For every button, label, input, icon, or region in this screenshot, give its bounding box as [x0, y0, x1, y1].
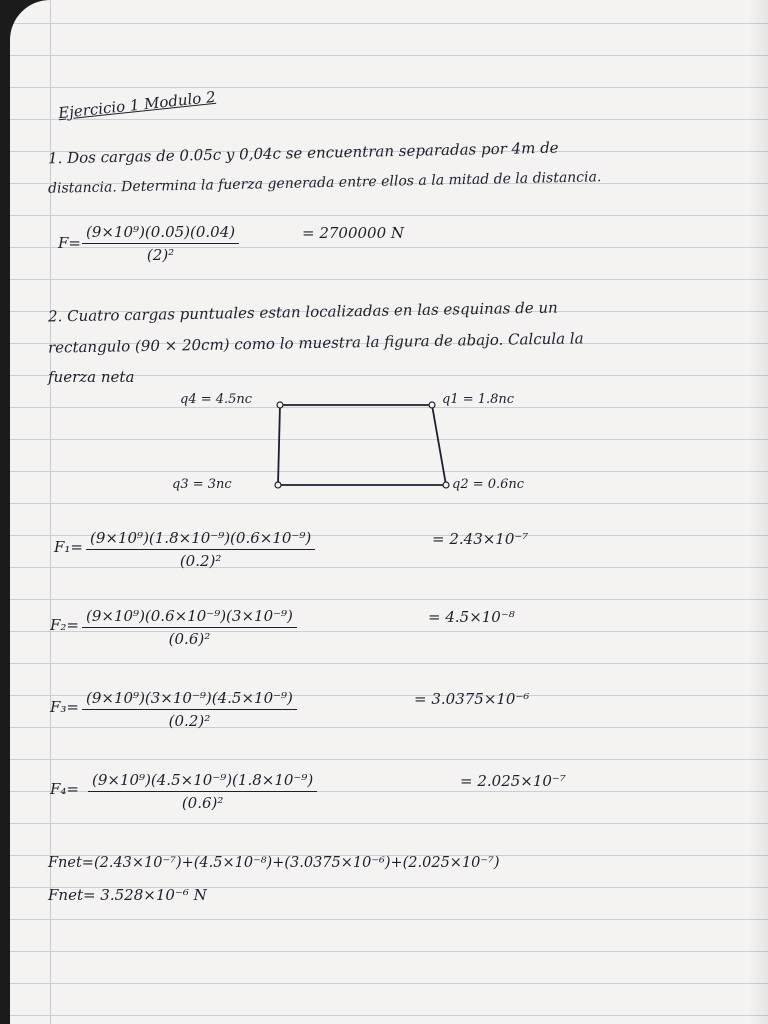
f1-lhs: F₁=	[54, 538, 83, 556]
f4-fraction	[88, 770, 317, 812]
f4-numerator: (9×10⁹)(4.5×10⁻⁹)(1.8×10⁻⁹)	[88, 771, 317, 792]
problem2-line2: rectangulo (90 × 20cm) como lo muestra la figura de abajo. Calcula la	[47, 329, 584, 357]
problem1-numerator: (9×10⁹)(0.05)(0.04)	[82, 223, 239, 244]
charges-rectangle-figure	[260, 395, 460, 500]
page-heading: Ejercicio 1 Modulo 2	[57, 87, 217, 123]
charge-point-q2	[443, 482, 449, 488]
charge-label-q1: q1 = 1.8nc	[442, 392, 515, 407]
f2-denominator: (0.6)²	[168, 630, 211, 648]
charge-point-q1	[429, 402, 435, 408]
f3-result: = 3.0375×10⁻⁶	[414, 690, 530, 708]
charge-label-q4: q4 = 4.5nc	[180, 392, 253, 407]
notebook-page	[10, 0, 768, 1024]
problem1-result: = 2700000 N	[302, 224, 405, 242]
f4-lhs: F₄=	[50, 780, 79, 798]
f3-fraction	[82, 688, 297, 730]
problem1-lhs: F=	[58, 234, 81, 252]
problem2-line1: 2. Cuatro cargas puntuales estan localizadas en las esquinas de un	[47, 298, 558, 326]
charge-label-q3: q3 = 3nc	[172, 477, 232, 492]
f1-result: = 2.43×10⁻⁷	[432, 530, 529, 548]
fnet-sum: Fnet=(2.43×10⁻⁷)+(4.5×10⁻⁸)+(3.0375×10⁻⁶)+(2.025×10⁻⁷)	[48, 855, 500, 871]
problem1-line1: 1. Dos cargas de 0.05c y 0,04c se encuentran separadas por 4m de	[47, 138, 559, 168]
problem2-line3: fuerza neta	[48, 368, 135, 386]
f1-numerator: (9×10⁹)(1.8×10⁻⁹)(0.6×10⁻⁹)	[86, 529, 315, 550]
f3-numerator: (9×10⁹)(3×10⁻⁹)(4.5×10⁻⁹)	[82, 689, 297, 710]
problem1-fraction	[82, 222, 239, 264]
f3-denominator: (0.2)²	[168, 712, 211, 730]
f1-denominator: (0.2)²	[179, 552, 222, 570]
f2-result: = 4.5×10⁻⁸	[428, 608, 515, 626]
f1-fraction	[86, 528, 315, 570]
f2-numerator: (9×10⁹)(0.6×10⁻⁹)(3×10⁻⁹)	[82, 607, 297, 628]
problem1-line2: distancia. Determina la fuerza generada entre ellos a la mitad de la distancia.	[47, 169, 602, 197]
f4-result: = 2.025×10⁻⁷	[460, 772, 566, 790]
f2-lhs: F₂=	[50, 616, 79, 634]
problem1-denominator: (2)²	[146, 246, 175, 264]
f4-denominator: (0.6)²	[181, 794, 224, 812]
fnet-result: Fnet= 3.528×10⁻⁶ N	[48, 886, 207, 904]
page-edge-shadow	[748, 0, 768, 1024]
f3-lhs: F₃=	[50, 698, 79, 716]
charge-point-q3	[275, 482, 281, 488]
f2-fraction	[82, 606, 297, 648]
rectangle-outline	[278, 405, 446, 485]
charge-label-q2: q2 = 0.6nc	[452, 477, 525, 492]
charge-point-q4	[277, 402, 283, 408]
